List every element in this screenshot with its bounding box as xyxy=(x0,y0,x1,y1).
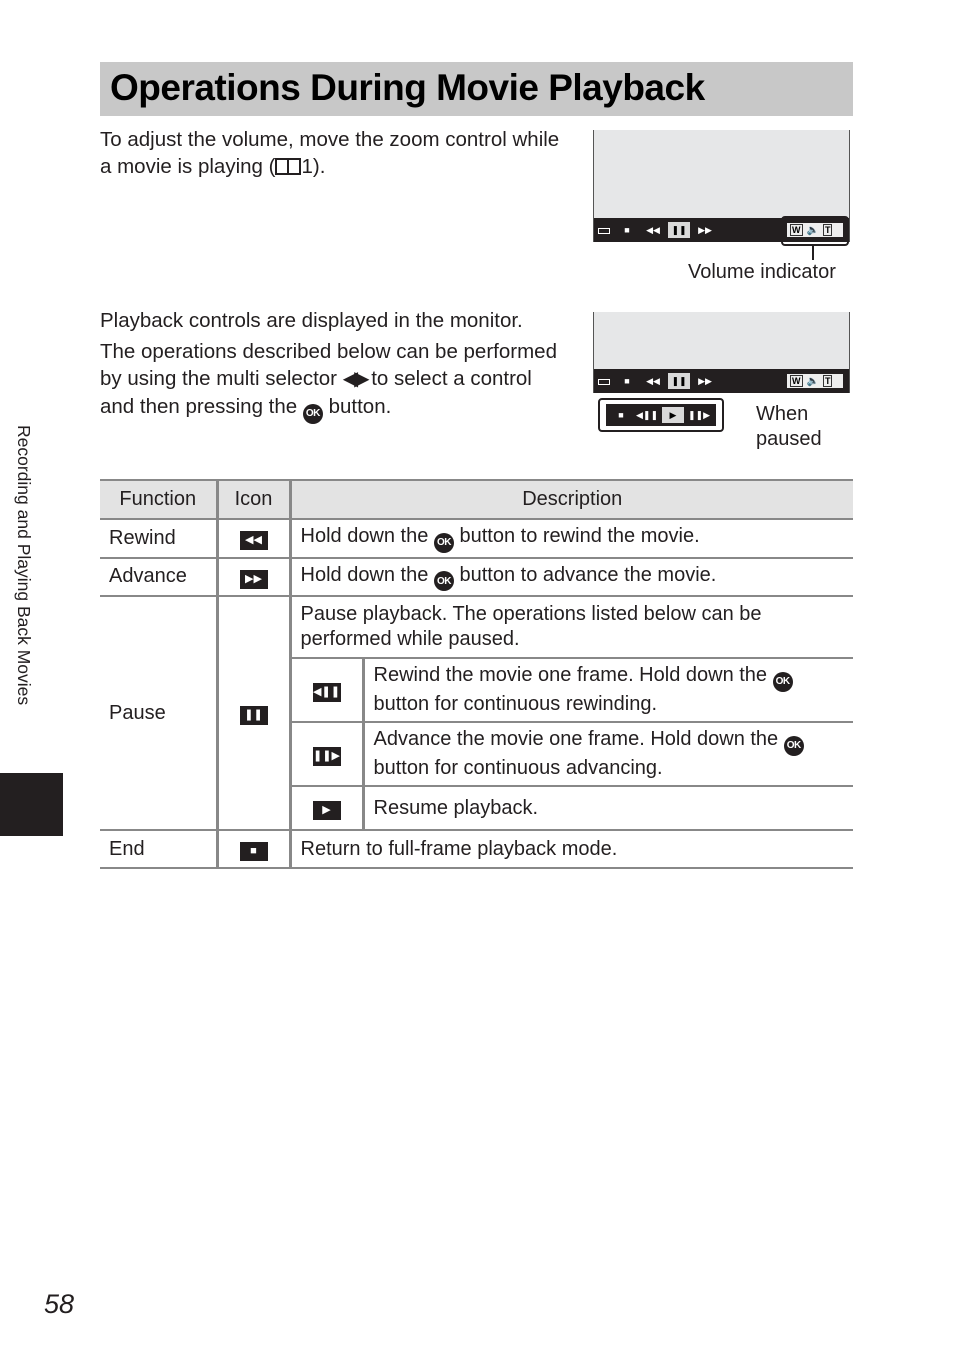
battery-icon xyxy=(598,379,610,385)
chapter-side-label: Recording and Playing Back Movies xyxy=(14,425,34,706)
chapter-tab xyxy=(0,773,63,836)
end-icon: ■ xyxy=(618,409,624,420)
description-end: Return to full-frame playback mode. xyxy=(290,830,853,868)
ok-button-icon: OK xyxy=(773,672,793,692)
frame-rewind-icon: ◀❚❚ xyxy=(636,409,659,420)
page-number: 58 xyxy=(44,1289,75,1319)
monitor-illustration-paused xyxy=(593,312,850,393)
function-pause: Pause xyxy=(100,596,217,830)
end-icon: ■ xyxy=(624,224,630,235)
reference-book-icon xyxy=(275,158,301,175)
reference-page: 1 xyxy=(301,155,313,178)
rewind-icon: ◀◀ xyxy=(240,531,268,550)
description-rewind: Hold down the OK button to rewind the movie. xyxy=(290,519,853,558)
paused-control-bar xyxy=(606,404,716,426)
paused-controls-callout xyxy=(598,398,724,432)
description-pause: Pause playback. The operations listed below can be performed while paused. xyxy=(290,596,853,658)
volume-indicator-highlight xyxy=(781,216,849,246)
ok-button-icon: OK xyxy=(784,736,804,756)
speaker-icon: 🔈 xyxy=(806,375,819,387)
end-icon: ■ xyxy=(240,842,268,861)
leader-line xyxy=(812,244,814,260)
ok-button-icon: OK xyxy=(303,404,323,424)
play-icon: ▶ xyxy=(313,801,341,820)
table-row-pause xyxy=(100,596,853,658)
description-advance: Hold down the OK button to advance the movie. xyxy=(290,558,853,597)
when-paused-label: When paused xyxy=(756,403,822,450)
volume-indicator-label: Volume indicator xyxy=(688,261,836,283)
ok-button-icon: OK xyxy=(434,533,454,553)
header-function: Function xyxy=(100,480,217,519)
speaker-icon: 🔈 xyxy=(806,224,819,236)
frame-advance-icon: ❚❚▶ xyxy=(313,747,341,766)
playback-control-bar xyxy=(594,369,849,393)
table-header-row xyxy=(100,480,853,519)
ok-button-icon: OK xyxy=(434,571,454,591)
pause-icon: ❚❚ xyxy=(668,373,690,389)
function-end: End xyxy=(100,830,217,868)
frame-advance-icon: ❚❚▶ xyxy=(688,409,711,420)
battery-icon xyxy=(598,228,610,234)
function-rewind: Rewind xyxy=(100,519,217,558)
description-resume: Resume playback. xyxy=(363,786,853,830)
frame-rewind-icon: ◀❚❚ xyxy=(313,683,341,702)
pause-icon: ❚❚ xyxy=(240,706,268,725)
pause-icon: ❚❚ xyxy=(668,222,690,238)
rewind-icon: ◀◀ xyxy=(646,224,660,235)
header-description: Description xyxy=(290,480,853,519)
function-advance: Advance xyxy=(100,558,217,597)
operations-table xyxy=(100,479,853,869)
description-frame-advance: Advance the movie one frame. Hold down the OK button for continuous advancing. xyxy=(363,722,853,786)
rewind-icon: ◀◀ xyxy=(646,375,660,386)
play-icon: ▶ xyxy=(662,407,684,423)
page-title: Operations During Movie Playback xyxy=(110,67,705,108)
table-row-advance xyxy=(100,558,853,597)
controls-paragraph-1: Playback controls are displayed in the monitor. xyxy=(100,309,523,332)
advance-icon: ▶▶ xyxy=(698,224,712,235)
multi-selector-left-right-icon: ◀▶ xyxy=(342,368,366,390)
end-icon: ■ xyxy=(624,375,630,386)
table-row-rewind xyxy=(100,519,853,558)
advance-icon: ▶▶ xyxy=(240,570,268,589)
volume-indicator: W 🔈 T xyxy=(787,374,843,388)
controls-paragraph-2: The operations described below can be performed by using the multi selector ◀▶ to select a control and then pressing the OK button. xyxy=(100,338,560,424)
advance-icon: ▶▶ xyxy=(698,375,712,386)
volume-paragraph: To adjust the volume, move the zoom control while a movie is playing ( 1). xyxy=(100,128,560,178)
table-row-end xyxy=(100,830,853,868)
description-frame-rewind: Rewind the movie one frame. Hold down the OK button for continuous rewinding. xyxy=(363,658,853,722)
header-icon: Icon xyxy=(217,480,290,519)
title-bar xyxy=(100,62,853,116)
volume-indicator: W 🔈 T xyxy=(787,223,843,237)
